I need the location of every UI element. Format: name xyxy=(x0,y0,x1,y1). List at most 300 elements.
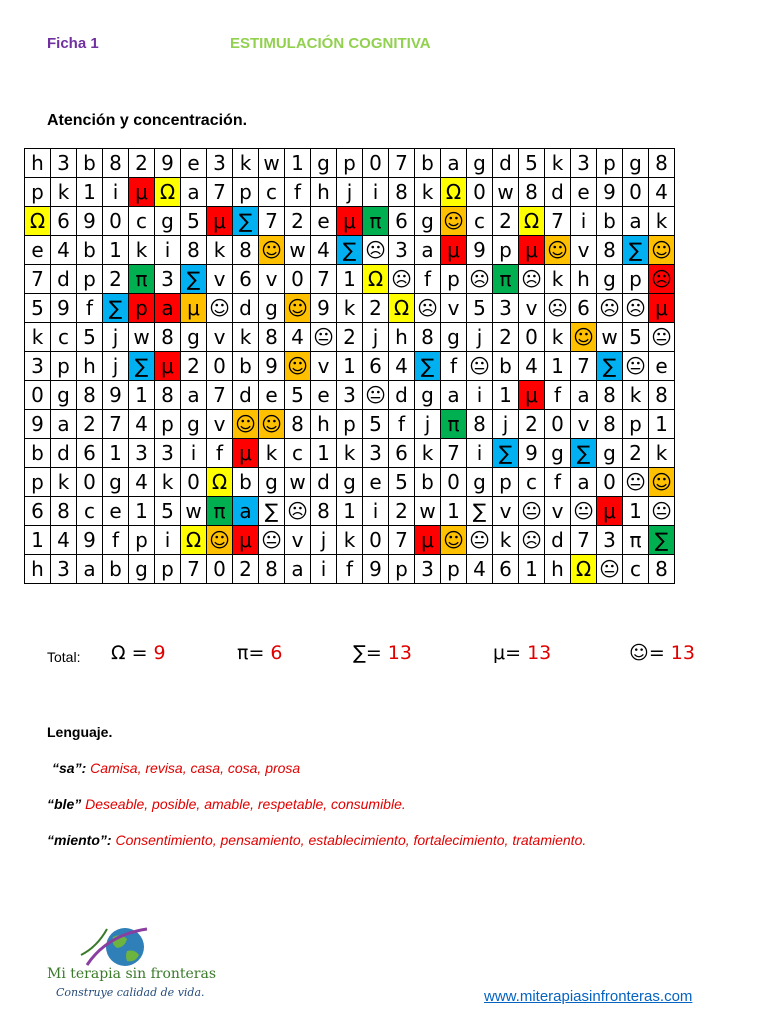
grid-cell: j xyxy=(103,323,129,352)
grid-cell: 7 xyxy=(389,526,415,555)
grid-cell: p xyxy=(623,265,649,294)
grid-cell: ∑ xyxy=(597,352,623,381)
grid-cell: ☹ xyxy=(363,236,389,265)
grid-cell: h xyxy=(571,265,597,294)
grid-cell: 0 xyxy=(623,178,649,207)
grid-cell: ☺ xyxy=(441,207,467,236)
grid-cell: 9 xyxy=(103,381,129,410)
grid-cell: 0 xyxy=(597,468,623,497)
grid-cell: 4 xyxy=(51,236,77,265)
grid-cell: v xyxy=(571,410,597,439)
grid-cell: 9 xyxy=(259,352,285,381)
grid-cell: v xyxy=(207,323,233,352)
grid-cell: p xyxy=(155,410,181,439)
grid-cell: 0 xyxy=(77,468,103,497)
grid-cell: μ xyxy=(233,439,259,468)
grid-cell: 3 xyxy=(389,236,415,265)
grid-cell: μ xyxy=(441,236,467,265)
grid-cell: 1 xyxy=(77,178,103,207)
grid-cell: 0 xyxy=(181,468,207,497)
grid-cell: w xyxy=(285,468,311,497)
grid-cell: d xyxy=(311,468,337,497)
grid-cell: 6 xyxy=(571,294,597,323)
grid-cell: 8 xyxy=(155,323,181,352)
grid-cell: π xyxy=(363,207,389,236)
grid-cell: g xyxy=(415,381,441,410)
language-words: Deseable, posible, amable, respetable, consumible. xyxy=(85,796,406,812)
grid-cell: f xyxy=(545,381,571,410)
grid-cell: 1 xyxy=(337,497,363,526)
grid-cell: b xyxy=(233,352,259,381)
grid-cell: 3 xyxy=(363,439,389,468)
grid-cell: 5 xyxy=(181,207,207,236)
grid-cell: 2 xyxy=(519,410,545,439)
grid-cell: g xyxy=(155,207,181,236)
grid-cell: ☹ xyxy=(285,497,311,526)
grid-cell: 6 xyxy=(389,439,415,468)
grid-cell: v xyxy=(545,497,571,526)
grid-cell: 5 xyxy=(467,294,493,323)
grid-cell: 1 xyxy=(649,410,675,439)
grid-cell: ☹ xyxy=(519,265,545,294)
grid-cell: p xyxy=(233,178,259,207)
grid-cell: d xyxy=(51,439,77,468)
grid-cell: h xyxy=(25,555,51,584)
grid-cell: Ω xyxy=(207,468,233,497)
grid-row xyxy=(25,352,675,381)
grid-row xyxy=(25,555,675,584)
grid-cell: h xyxy=(77,352,103,381)
total-smiley xyxy=(629,642,695,664)
total-pi xyxy=(237,642,283,664)
grid-cell: k xyxy=(233,149,259,178)
grid-cell: ∑ xyxy=(649,526,675,555)
grid-cell: 6 xyxy=(25,497,51,526)
grid-cell: 8 xyxy=(233,236,259,265)
grid-cell: f xyxy=(415,265,441,294)
grid-cell: 😐 xyxy=(467,526,493,555)
grid-cell: π xyxy=(129,265,155,294)
grid-cell: w xyxy=(129,323,155,352)
grid-cell: d xyxy=(233,381,259,410)
total-separator: = xyxy=(248,642,271,664)
grid-cell: b xyxy=(233,468,259,497)
grid-cell: g xyxy=(311,149,337,178)
grid-cell: 1 xyxy=(25,526,51,555)
grid-cell: p xyxy=(441,555,467,584)
grid-cell: b xyxy=(415,149,441,178)
grid-cell: k xyxy=(207,236,233,265)
grid-cell: j xyxy=(415,410,441,439)
grid-cell: π xyxy=(441,410,467,439)
grid-cell: 😐 xyxy=(623,468,649,497)
language-separator: : xyxy=(81,760,91,776)
grid-cell: e xyxy=(181,149,207,178)
grid-cell: 7 xyxy=(207,381,233,410)
grid-cell: d xyxy=(51,265,77,294)
total-symbol: μ xyxy=(493,642,506,664)
grid-cell: d xyxy=(545,178,571,207)
grid-cell: ☺ xyxy=(285,352,311,381)
grid-cell: w xyxy=(493,178,519,207)
grid-cell: ☺ xyxy=(649,236,675,265)
grid-cell: j xyxy=(493,410,519,439)
grid-cell: 8 xyxy=(77,381,103,410)
grid-cell: Ω xyxy=(25,207,51,236)
grid-cell: 😐 xyxy=(649,323,675,352)
grid-cell: k xyxy=(51,178,77,207)
grid-cell: ∑ xyxy=(623,236,649,265)
grid-cell: 8 xyxy=(467,410,493,439)
grid-cell: i xyxy=(103,178,129,207)
grid-cell: Ω xyxy=(441,178,467,207)
grid-cell: 6 xyxy=(77,439,103,468)
grid-cell: i xyxy=(467,439,493,468)
grid-cell: c xyxy=(77,497,103,526)
grid-cell: 0 xyxy=(103,207,129,236)
total-symbol: ☺ xyxy=(629,642,649,664)
total-symbol: π xyxy=(237,642,249,664)
grid-cell: 5 xyxy=(363,410,389,439)
grid-cell: i xyxy=(467,381,493,410)
grid-cell: 9 xyxy=(77,526,103,555)
grid-row xyxy=(25,439,675,468)
grid-cell: a xyxy=(181,381,207,410)
grid-row xyxy=(25,497,675,526)
grid-cell: 8 xyxy=(649,149,675,178)
grid-cell: p xyxy=(77,265,103,294)
grid-cell: 1 xyxy=(545,352,571,381)
language-item-ble xyxy=(47,796,406,812)
grid-cell: 3 xyxy=(129,439,155,468)
grid-cell: k xyxy=(337,526,363,555)
grid-cell: c xyxy=(623,555,649,584)
totals-row xyxy=(47,640,747,674)
grid-cell: g xyxy=(259,468,285,497)
grid-cell: g xyxy=(415,207,441,236)
grid-cell: a xyxy=(571,468,597,497)
grid-cell: g xyxy=(103,468,129,497)
grid-row xyxy=(25,236,675,265)
grid-cell: 1 xyxy=(337,265,363,294)
grid-cell: v xyxy=(311,352,337,381)
grid-cell: ☺ xyxy=(259,236,285,265)
grid-cell: p xyxy=(51,352,77,381)
grid-cell: 7 xyxy=(25,265,51,294)
language-separator: : xyxy=(106,832,116,848)
total-sigma xyxy=(353,642,412,664)
grid-cell: 3 xyxy=(51,555,77,584)
grid-cell: d xyxy=(493,149,519,178)
grid-cell: e xyxy=(311,207,337,236)
grid-cell: ☺ xyxy=(545,236,571,265)
total-separator: = xyxy=(505,642,528,664)
grid-cell: k xyxy=(415,178,441,207)
grid-cell: Ω xyxy=(571,555,597,584)
grid-cell: ☹ xyxy=(597,294,623,323)
grid-cell: 1 xyxy=(311,439,337,468)
grid-cell: ☺ xyxy=(259,410,285,439)
grid-cell: v xyxy=(259,265,285,294)
grid-cell: 2 xyxy=(285,207,311,236)
grid-cell: ∑ xyxy=(129,352,155,381)
grid-cell: 4 xyxy=(129,410,155,439)
grid-cell: i xyxy=(571,207,597,236)
grid-cell: 6 xyxy=(389,207,415,236)
grid-cell: 1 xyxy=(493,381,519,410)
grid-row xyxy=(25,381,675,410)
grid-cell: 0 xyxy=(207,352,233,381)
grid-cell: h xyxy=(311,178,337,207)
grid-cell: g xyxy=(181,410,207,439)
grid-cell: g xyxy=(623,149,649,178)
grid-cell: a xyxy=(51,410,77,439)
grid-cell: 8 xyxy=(597,381,623,410)
grid-cell: a xyxy=(441,149,467,178)
grid-cell: 2 xyxy=(103,265,129,294)
grid-cell: h xyxy=(25,149,51,178)
grid-cell: 7 xyxy=(207,178,233,207)
grid-cell: 7 xyxy=(259,207,285,236)
grid-cell: ☹ xyxy=(649,265,675,294)
grid-cell: ∑ xyxy=(181,265,207,294)
grid-cell: ☹ xyxy=(389,265,415,294)
grid-cell: a xyxy=(77,555,103,584)
grid-cell: μ xyxy=(181,294,207,323)
grid-cell: 5 xyxy=(519,149,545,178)
grid-cell: p xyxy=(337,149,363,178)
grid-cell: a xyxy=(571,381,597,410)
grid-cell: 7 xyxy=(441,439,467,468)
grid-cell: μ xyxy=(649,294,675,323)
grid-cell: Ω xyxy=(389,294,415,323)
grid-cell: μ xyxy=(155,352,181,381)
grid-cell: 4 xyxy=(285,323,311,352)
grid-cell: k xyxy=(129,236,155,265)
grid-cell: e xyxy=(571,178,597,207)
totals-label: Total: xyxy=(47,649,81,665)
grid-cell: 7 xyxy=(545,207,571,236)
grid-cell: 0 xyxy=(363,526,389,555)
grid-cell: j xyxy=(337,178,363,207)
grid-cell: a xyxy=(233,497,259,526)
grid-cell: b xyxy=(597,207,623,236)
grid-cell: 1 xyxy=(441,497,467,526)
total-value: 9 xyxy=(153,642,166,664)
grid-row xyxy=(25,207,675,236)
grid-cell: 0 xyxy=(285,265,311,294)
grid-cell: f xyxy=(337,555,363,584)
grid-cell: h xyxy=(311,410,337,439)
grid-cell: k xyxy=(337,439,363,468)
grid-cell: π xyxy=(623,526,649,555)
grid-cell: 0 xyxy=(441,468,467,497)
grid-cell: v xyxy=(493,497,519,526)
grid-cell: 3 xyxy=(597,526,623,555)
grid-cell: 1 xyxy=(623,497,649,526)
grid-cell: 2 xyxy=(493,323,519,352)
grid-cell: 4 xyxy=(649,178,675,207)
grid-cell: 8 xyxy=(415,323,441,352)
grid-cell: k xyxy=(25,323,51,352)
grid-cell: 5 xyxy=(389,468,415,497)
grid-cell: μ xyxy=(233,526,259,555)
grid-cell: 3 xyxy=(155,439,181,468)
grid-cell: 4 xyxy=(129,468,155,497)
grid-cell: v xyxy=(571,236,597,265)
grid-cell: ☹ xyxy=(623,294,649,323)
language-key: “ble” xyxy=(47,796,82,812)
grid-cell: 2 xyxy=(77,410,103,439)
grid-cell: p xyxy=(597,149,623,178)
grid-cell: j xyxy=(311,526,337,555)
language-item-sa xyxy=(52,760,300,776)
grid-cell: i xyxy=(363,178,389,207)
grid-cell: 1 xyxy=(337,352,363,381)
grid-cell: 3 xyxy=(493,294,519,323)
grid-cell: b xyxy=(103,555,129,584)
language-title: Lenguaje. xyxy=(47,724,113,740)
ficha-label: Ficha 1 xyxy=(47,35,99,52)
grid-cell: g xyxy=(181,323,207,352)
grid-cell: p xyxy=(493,236,519,265)
grid-cell: Ω xyxy=(363,265,389,294)
grid-cell: k xyxy=(623,381,649,410)
grid-cell: μ xyxy=(129,178,155,207)
grid-cell: 8 xyxy=(649,381,675,410)
grid-cell: Ω xyxy=(181,526,207,555)
total-separator: = xyxy=(125,642,154,664)
grid-cell: f xyxy=(207,439,233,468)
grid-cell: 9 xyxy=(467,236,493,265)
grid-cell: i xyxy=(181,439,207,468)
grid-cell: k xyxy=(337,294,363,323)
total-value: 13 xyxy=(670,642,695,664)
grid-cell: 8 xyxy=(259,323,285,352)
grid-cell: 😐 xyxy=(467,352,493,381)
grid-cell: 1 xyxy=(103,439,129,468)
grid-cell: k xyxy=(493,526,519,555)
grid-cell: 2 xyxy=(337,323,363,352)
grid-cell: c xyxy=(129,207,155,236)
grid-cell: i xyxy=(155,526,181,555)
grid-cell: ∑ xyxy=(233,207,259,236)
grid-cell: v xyxy=(207,265,233,294)
grid-cell: w xyxy=(415,497,441,526)
grid-row xyxy=(25,294,675,323)
grid-cell: 8 xyxy=(259,555,285,584)
grid-cell: 8 xyxy=(155,381,181,410)
grid-cell: 😐 xyxy=(259,526,285,555)
grid-cell: ∑ xyxy=(337,236,363,265)
grid-cell: 😐 xyxy=(311,323,337,352)
grid-cell: Ω xyxy=(155,178,181,207)
grid-cell: b xyxy=(77,149,103,178)
grid-cell: a xyxy=(155,294,181,323)
grid-cell: e xyxy=(259,381,285,410)
grid-cell: 3 xyxy=(51,149,77,178)
grid-cell: 2 xyxy=(389,497,415,526)
grid-cell: h xyxy=(545,555,571,584)
grid-cell: 3 xyxy=(207,149,233,178)
grid-cell: c xyxy=(259,178,285,207)
grid-row xyxy=(25,468,675,497)
grid-cell: 7 xyxy=(181,555,207,584)
grid-cell: b xyxy=(493,352,519,381)
grid-cell: μ xyxy=(519,236,545,265)
grid-cell: h xyxy=(389,323,415,352)
grid-cell: 😐 xyxy=(623,352,649,381)
total-symbol: Ω xyxy=(111,642,126,664)
grid-cell: j xyxy=(363,323,389,352)
grid-cell: k xyxy=(649,439,675,468)
website-link[interactable]: www.miterapiasinfronteras.com xyxy=(484,988,693,1005)
grid-cell: a xyxy=(623,207,649,236)
grid-cell: 1 xyxy=(129,381,155,410)
grid-cell: w xyxy=(259,149,285,178)
grid-cell: f xyxy=(77,294,103,323)
grid-cell: 1 xyxy=(103,236,129,265)
grid-row xyxy=(25,323,675,352)
brand-name: Mi terapia sin fronteras xyxy=(47,966,217,982)
grid-cell: ∑ xyxy=(103,294,129,323)
grid-cell: k xyxy=(545,323,571,352)
grid-cell: b xyxy=(415,468,441,497)
grid-cell: g xyxy=(51,381,77,410)
grid-cell: 9 xyxy=(597,178,623,207)
grid-cell: 4 xyxy=(311,236,337,265)
grid-cell: 5 xyxy=(25,294,51,323)
symbol-grid xyxy=(24,148,675,584)
grid-cell: 5 xyxy=(623,323,649,352)
grid-cell: 0 xyxy=(545,410,571,439)
grid-cell: 4 xyxy=(389,352,415,381)
grid-cell: v xyxy=(519,294,545,323)
grid-cell: g xyxy=(259,294,285,323)
page-title: ESTIMULACIÓN COGNITIVA xyxy=(230,35,431,52)
total-value: 13 xyxy=(527,642,552,664)
grid-cell: ☹ xyxy=(519,526,545,555)
grid-cell: p xyxy=(25,468,51,497)
total-value: 6 xyxy=(270,642,283,664)
grid-cell: μ xyxy=(415,526,441,555)
grid-cell: 7 xyxy=(389,149,415,178)
total-omega xyxy=(111,642,166,664)
grid-cell: 8 xyxy=(51,497,77,526)
grid-cell: π xyxy=(207,497,233,526)
grid-cell: c xyxy=(51,323,77,352)
grid-cell: Ω xyxy=(519,207,545,236)
grid-cell: p xyxy=(493,468,519,497)
grid-cell: e xyxy=(25,236,51,265)
grid-cell: g xyxy=(441,323,467,352)
language-words: Consentimiento, pensamiento, establecimiento, fortalecimiento, tratamiento. xyxy=(115,832,587,848)
grid-cell: 😐 xyxy=(363,381,389,410)
grid-cell: 0 xyxy=(363,149,389,178)
grid-cell: c xyxy=(519,468,545,497)
grid-cell: e xyxy=(311,381,337,410)
grid-cell: 7 xyxy=(571,352,597,381)
grid-cell: μ xyxy=(597,497,623,526)
grid-cell: j xyxy=(467,323,493,352)
grid-cell: 3 xyxy=(415,555,441,584)
grid-cell: ∑ xyxy=(415,352,441,381)
total-separator: = xyxy=(648,642,671,664)
grid-cell: 4 xyxy=(519,352,545,381)
grid-cell: a xyxy=(415,236,441,265)
grid-cell: 6 xyxy=(493,555,519,584)
grid-cell: 6 xyxy=(233,265,259,294)
